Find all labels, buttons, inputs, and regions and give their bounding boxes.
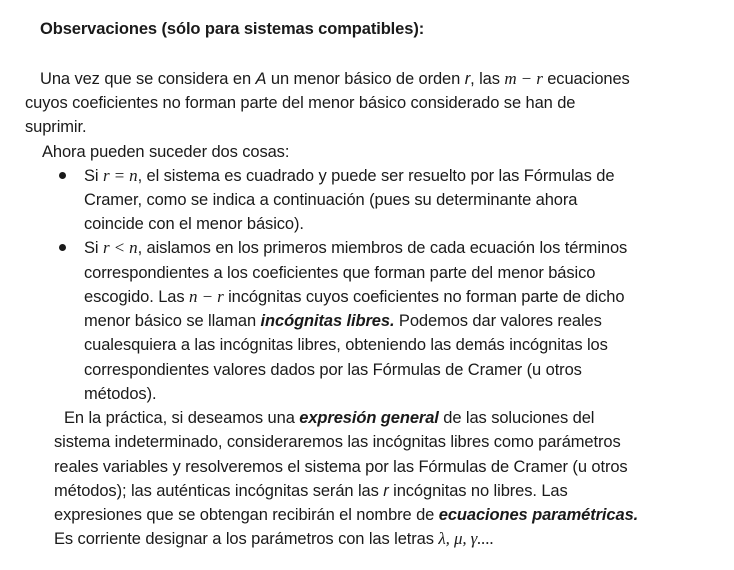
text: incógnitas cuyos coeficientes no forman parte de dicho — [223, 288, 625, 306]
bullet1-line-1 — [84, 164, 614, 188]
bullet1-line-2: Cramer, como se indica a continuación (pues su determinante ahora — [84, 191, 578, 209]
bullet2-line-2: correspondientes a los coeficientes que forman parte del menor básico — [84, 264, 596, 282]
math-greek-letters: λ, μ, γ.... — [438, 529, 494, 548]
text: menor básico se llaman — [84, 312, 261, 330]
text: un menor básico de orden — [266, 70, 465, 88]
bullet2-line-4 — [84, 309, 602, 333]
text: de las soluciones del — [438, 409, 595, 427]
intro-line-3: suprimir. — [25, 118, 87, 136]
text: Podemos dar valores reales — [394, 312, 602, 330]
math-r-less-n: r < n — [102, 238, 138, 257]
math-m-minus-r: m − r — [504, 69, 543, 88]
math-n-minus-r: n − r — [189, 287, 224, 306]
bullet-marker — [59, 244, 66, 251]
math-r: r — [464, 70, 471, 88]
text: En la práctica, si deseamos una — [64, 409, 300, 427]
intro-line-1 — [40, 67, 630, 91]
practice-line-4 — [54, 479, 568, 503]
practice-line-6 — [54, 527, 494, 551]
section-title: Observaciones (sólo para sistemas compatibles): — [40, 20, 425, 38]
text: métodos); las auténticas incógnitas serán las — [54, 482, 384, 500]
math-r-equals-n: r = n — [102, 166, 138, 185]
text: incógnitas no libres. Las — [388, 482, 568, 500]
text: , aislamos en los primeros miembros de cada ecuación los términos — [137, 239, 628, 257]
bullet-marker — [59, 172, 66, 179]
emphasis-ecuaciones-parametricas: ecuaciones paramétricas. — [438, 506, 639, 524]
math-A: A — [255, 70, 267, 88]
emphasis-expresion-general: expresión general — [299, 409, 439, 427]
practice-line-5 — [54, 503, 638, 527]
text: Si — [84, 239, 103, 257]
bullet2-line-1 — [84, 236, 627, 260]
practice-line-2: sistema indeterminado, consideraremos las incógnitas libres como parámetros — [54, 433, 621, 451]
bullet2-line-5: cualesquiera a las incógnitas libres, obteniendo las demás incógnitas los — [84, 336, 608, 354]
text: Es corriente designar a los parámetros con las letras — [54, 530, 439, 548]
bullet2-line-3 — [84, 285, 624, 309]
text: expresiones que se obtengan recibirán el nombre de — [54, 506, 439, 524]
bullet1-line-3: coincide con el menor básico). — [84, 215, 304, 233]
bullet2-line-6: correspondientes valores dados por las Fórmulas de Cramer (u otros — [84, 361, 582, 379]
intro-line-4: Ahora pueden suceder dos cosas: — [42, 143, 290, 161]
intro-line-2: cuyos coeficientes no forman parte del menor básico considerado se han de — [25, 94, 576, 112]
text: , las — [470, 70, 505, 88]
practice-line-1 — [64, 406, 594, 430]
text: , el sistema es cuadrado y puede ser resuelto por las Fórmulas de — [137, 167, 615, 185]
text: escogido. Las — [84, 288, 190, 306]
practice-line-3: reales variables y resolveremos el sistema por las Fórmulas de Cramer (u otros — [54, 458, 628, 476]
math-r: r — [383, 482, 389, 500]
bullet2-line-7: métodos). — [84, 385, 157, 403]
text: ecuaciones — [542, 70, 630, 88]
text: Si — [84, 167, 103, 185]
emphasis-incognitas-libres: incógnitas libres. — [260, 312, 395, 330]
text: Una vez que se considera en — [40, 70, 256, 88]
